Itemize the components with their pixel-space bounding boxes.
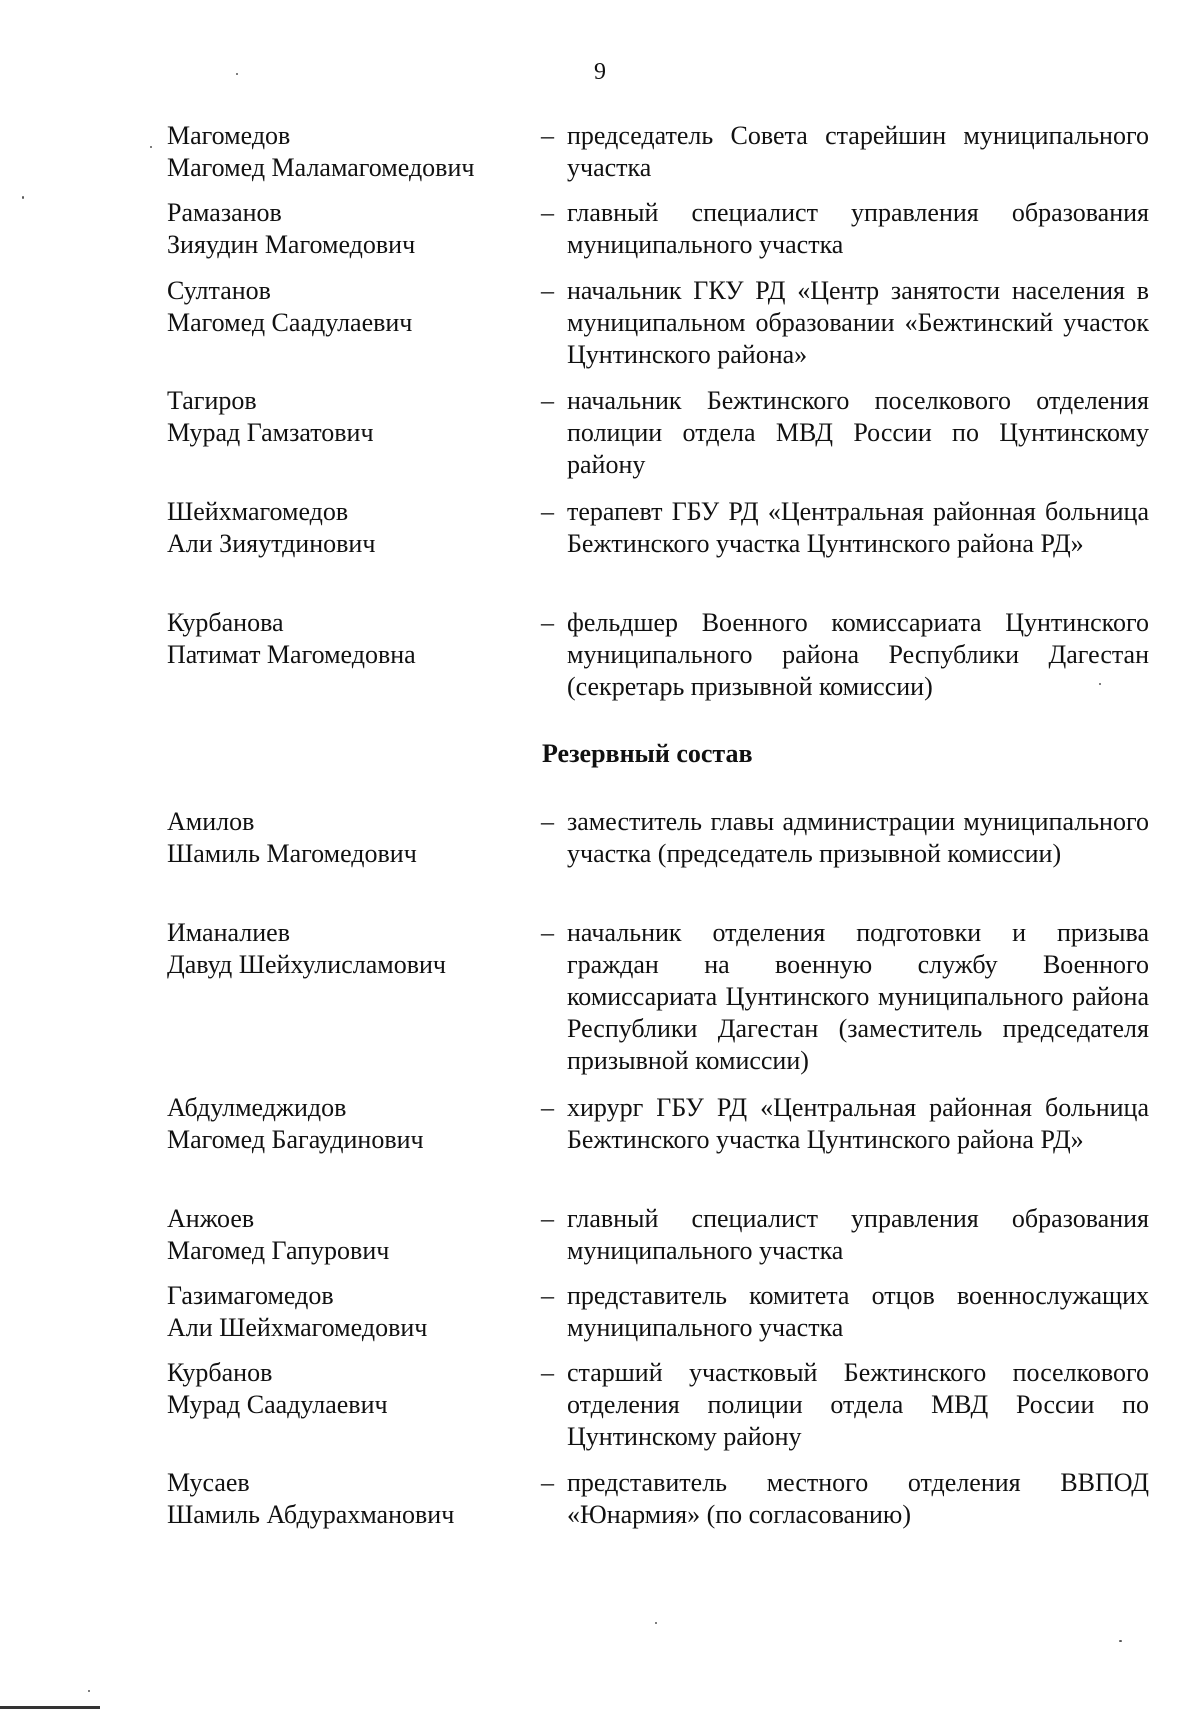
member-role: терапевт ГБУ РД «Центральная районная больница Бежтинского участка Цунтинского района РД» [567,497,1149,558]
member-surname: Газимагомедов [167,1281,334,1310]
dash: – [541,198,554,227]
member-given-name: Магомед Маламагомедович [167,153,475,182]
member-surname: Шейхмагомедов [167,497,349,526]
reserve-section-title: Резервный состав [542,739,753,768]
member-name [167,275,527,339]
scan-speck [655,1622,657,1624]
member-role: старший участковый Бежтинского поселкового отделения полиции отдела МВД России по Цунтинскому району [567,1358,1149,1451]
dash: – [541,1204,554,1233]
dash: – [541,1358,554,1387]
dash: – [541,918,554,947]
scan-edge-mark [0,1706,100,1709]
dash: – [541,1281,554,1310]
member-role: главный специалист управления образования муниципального участка [567,198,1149,259]
dash: – [541,1468,554,1497]
dash: – [541,386,554,415]
dash: – [541,807,554,836]
scan-speck [1099,683,1101,685]
member-surname: Абдулмеджидов [167,1093,347,1122]
member-surname: Курбанова [167,608,284,637]
scan-speck [150,146,152,148]
member-surname: Мусаев [167,1468,250,1497]
member-role: начальник отделения подготовки и призыва граждан на военную службу Военного комиссариата Цунтинского муниципального района Республики Дагестан (заместитель председателя призывной комиссии) [567,918,1149,1075]
member-given-name: Зияудин Магомедович [167,230,416,259]
member-given-name: Али Зияутдинович [167,529,376,558]
scan-speck [236,73,238,75]
page-number: 9 [594,59,606,85]
member-name [167,197,527,261]
member-name [167,1203,527,1267]
dash: – [541,608,554,637]
member-name [167,1092,527,1156]
member-surname: Рамазанов [167,198,282,227]
member-name [167,120,527,184]
dash: – [541,1093,554,1122]
member-surname: Иманалиев [167,918,290,947]
member-name [167,917,527,981]
member-surname: Султанов [167,276,271,305]
scan-speck [22,196,24,199]
scan-speck [1119,1640,1122,1642]
member-given-name: Али Шейхмагомедович [167,1313,428,1342]
member-given-name: Магомед Гапурович [167,1236,390,1265]
member-name [167,607,527,671]
member-name [167,1467,527,1531]
member-given-name: Шамиль Абдурахманович [167,1500,455,1529]
member-role: главный специалист управления образования муниципального участка [567,1204,1149,1265]
member-name [167,385,527,449]
member-role: председатель Совета старейшин муниципального участка [567,121,1149,182]
member-given-name: Шамиль Магомедович [167,839,417,868]
dash: – [541,276,554,305]
member-role: начальник Бежтинского поселкового отделения полиции отдела МВД России по Цунтинскому району [567,386,1149,479]
member-name [167,1280,527,1344]
scan-speck [88,1690,90,1692]
member-surname: Магомедов [167,121,291,150]
member-given-name: Магомед Саадулаевич [167,308,413,337]
member-given-name: Давуд Шейхулисламович [167,950,446,979]
member-role: представитель местного отделения ВВПОД «Юнармия» (по согласованию) [567,1468,1149,1529]
member-name [167,806,527,870]
dash: – [541,121,554,150]
member-role: хирург ГБУ РД «Центральная районная больница Бежтинского участка Цунтинского района РД» [567,1093,1149,1154]
member-surname: Тагиров [167,386,257,415]
member-name [167,496,527,560]
member-role: представитель комитета отцов военнослужащих муниципального участка [567,1281,1149,1342]
member-surname: Анжоев [167,1204,255,1233]
member-name [167,1357,527,1421]
member-role: начальник ГКУ РД «Центр занятости населения в муниципальном образовании «Бежтинский участок Цунтинского района» [567,276,1149,369]
member-given-name: Патимат Магомедовна [167,640,416,669]
member-given-name: Мурад Гамзатович [167,418,374,447]
member-surname: Курбанов [167,1358,273,1387]
member-surname: Амилов [167,807,255,836]
member-role: заместитель главы администрации муниципального участка (председатель призывной комиссии) [567,807,1149,868]
member-given-name: Магомед Багаудинович [167,1125,424,1154]
member-role: фельдшер Военного комиссариата Цунтинского муниципального района Республики Дагестан (секретарь призывной комиссии) [567,608,1149,701]
dash: – [541,497,554,526]
member-given-name: Мурад Саадулаевич [167,1390,388,1419]
